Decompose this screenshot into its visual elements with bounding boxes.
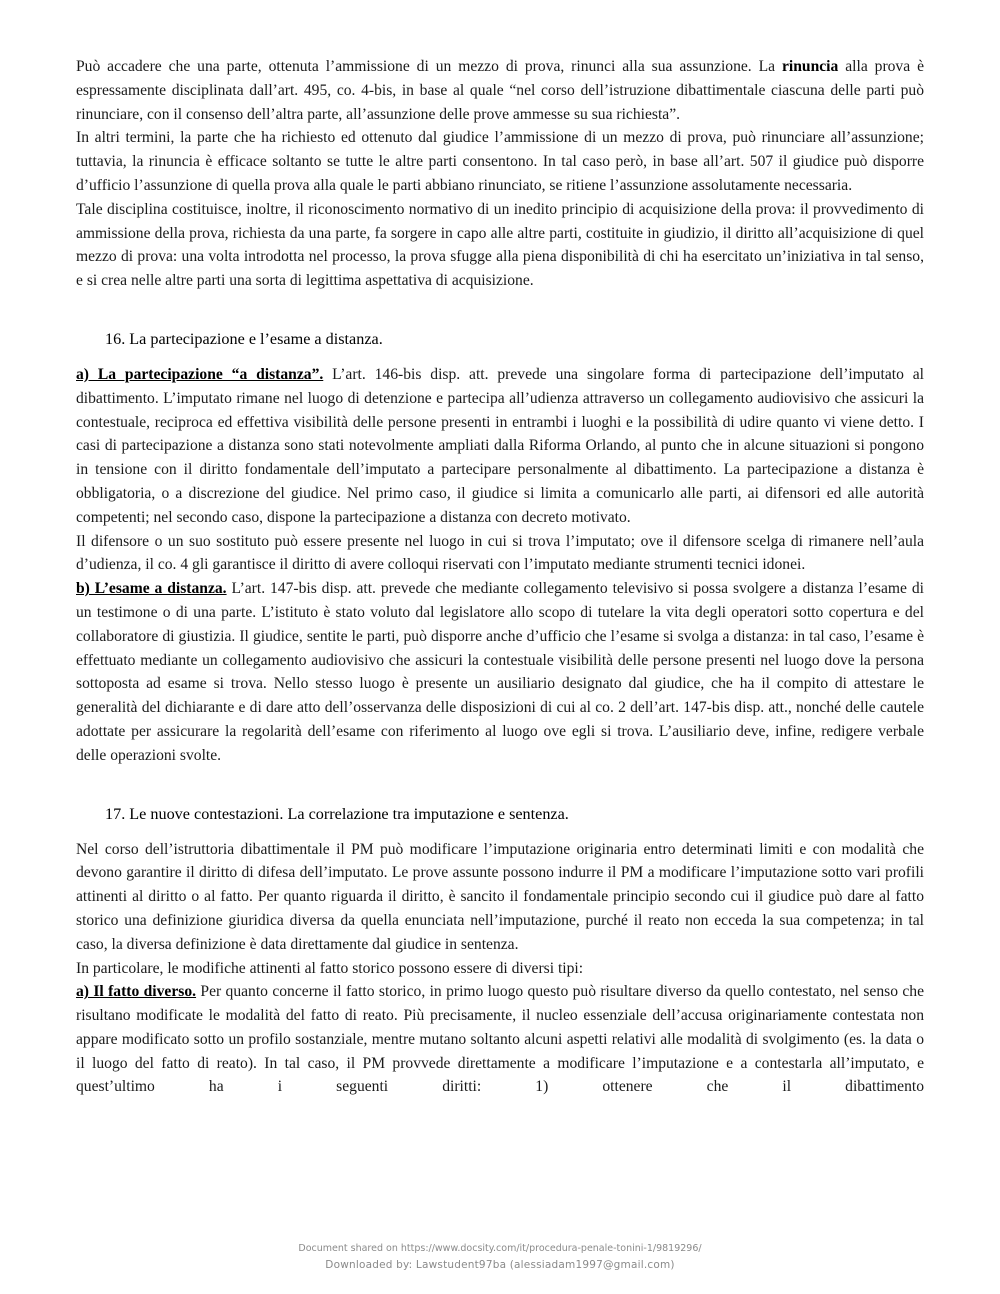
section-heading-16: 16. La partecipazione e l’esame a distanza.: [105, 329, 383, 348]
paragraph-esame-distanza: [76, 577, 924, 767]
subsection-label-b: b) L’esame a distanza.: [76, 580, 227, 598]
footer-shared-link: Document shared on https://www.docsity.com/it/procedura-penale-tonini-1/9819296/: [298, 1243, 702, 1254]
paragraph-text: L’art. 147-bis disp. att. prevede che mediante collegamento televisivo si possa svolgere a distanza l’esame di un testimone o di una parte. L’istituto è stato voluto dal legislatore allo scopo di tutelare la vita degli operatori sotto copertura e del collaboratore di giustizia. Il giudice, sentite le parti, può disporre anche d’ufficio che l’esame si svolga a distanza: in tal caso, l’esame è effettuato mediante un collegamento audiovisivo che assicuri la contestuale visibilità delle persone presenti nel luogo dove la persona sottoposta ad esame si trova. Nello stesso luogo è presente un ausiliario designato dal giudice, che ha il compito di attestare le generalità del dichiarante e di dare atto dell’osservanza delle disposizioni di cui al co. 2 dell’art. 147-bis disp. att., nonché delle cautele adottate per assicurare la regolarità dell’esame con riferimento al luogo ove egli si trova. L’ausiliario deve, infine, redigere verbale delle operazioni svolte.: [76, 580, 924, 764]
section-heading-17: 17. Le nuove contestazioni. La correlazione tra imputazione e sentenza.: [105, 804, 569, 823]
footer-downloaded-by: Downloaded by: Lawstudent97ba (alessiadam1997@gmail.com): [325, 1259, 675, 1271]
subsection-label-a: a) La partecipazione “a distanza”.: [76, 365, 324, 383]
subsection-label-fatto-diverso: a) Il fatto diverso.: [76, 983, 197, 1001]
paragraph-fatto-diverso: [76, 980, 924, 1099]
paragraph-text: Per quanto concerne il fatto storico, in primo luogo questo può risultare diverso da quello contestato, nel senso che risultano modificate le modalità del fatto di reato. Più precisamente, il nucleo essenziale dell’accusa originariamente contestata non appare modificato sotto un profilo sostanziale, mentre mutano soltanto alcuni aspetti relativi alle modalità di svolgimento (es. la data o il luogo del fatto di reato). In tal caso, il PM provvede direttamente a modificare l’imputazione e a contestarla all’imputato, e quest’ultimo ha i seguenti diritti: 1) ottenere che il dibattimento: [76, 983, 924, 1096]
paragraph-partecipazione-distanza: [76, 363, 924, 530]
paragraph-istruttoria: Nel corso dell’istruttoria dibattimentale il PM può modificare l’imputazione originaria entro determinati limiti e con modalità che devono garantire il diritto di difesa dell’imputato. Le prove assunte possono indurre il PM a modificare l’imputazione sotto vari profili attinenti al diritto o al fatto. Per quanto riguarda il diritto, è sancito il fondamentale principio secondo cui il giudice può dare al fatto storico una definizione giuridica diversa da quella enunciata nell’imputazione, purché il reato non ecceda la sua competenza; in tal caso, la diversa definizione è data direttamente dal giudice in sentenza.: [76, 840, 924, 953]
paragraph-difensore: Il difensore o un suo sostituto può essere presente nel luogo in cui si trova l’imputato; ove il difensore scelga di rimanere nell’aula d’udienza, il co. 4 gli garantisce il diritto di avere colloqui riservati con l’imputato mediante strumenti tecnici idonei.: [76, 532, 924, 574]
paragraph-altri-termini: In altri termini, la parte che ha richiesto ed ottenuto dal giudice l’ammissione di un mezzo di prova, può rinunciare all’assunzione; tuttavia, la rinuncia è efficace soltanto se tutte le altre parti consentono. In tal caso però, in base all’art. 507 il giudice può disporre d’ufficio l’assunzione di quella prova alla quale le parti abbiano rinunciato, se ritiene l’assunzione assolutamente necessaria.: [76, 129, 924, 194]
paragraph-text: L’art. 146-bis disp. att. prevede una singolare forma di partecipazione dell’imputato al dibattimento. L’imputato rimane nel luogo di detenzione e partecipa all’udienza attraverso un collegamento audiovisivo che assicuri la contestuale, reciproca ed effettiva visibilità delle persone presenti in entrambi i luoghi e la possibilità di udire quanto vi viene detto. I casi di partecipazione a distanza sono stati notevolmente ampliati dalla Riforma Orlando, al punto che in alcune situazioni si pongono in tensione con il diritto fondamentale dell’imputato a partecipare personalmente al dibattimento. La partecipazione a distanza è obbligatoria, o a discrezione del giudice. Nel primo caso, il giudice si limita a comunicarlo alle parti, ai difensori ed alle autorità competenti; nel secondo caso, dispone la partecipazione a distanza con decreto motivato.: [76, 365, 924, 526]
paragraph-disciplina: Tale disciplina costituisce, inoltre, il riconoscimento normativo di un inedito principio di acquisizione della prova: il provvedimento di ammissione della prova, richiesta da una parte, fa sorgere in capo alle altre parti, costituite in giudizio, il diritto all’acquisizione di quel mezzo di prova: una volta introdotta nel processo, la prova sfugge alla piena disponibilità di chi ha esercitato un’iniziativa in tal senso, e si crea nelle altre parti una sorta di legittima aspettativa di acquisizione.: [76, 200, 924, 290]
bold-term-rinuncia: rinuncia: [781, 58, 839, 75]
paragraph-text: alla prova è espressamente disciplinata dall’art. 495, co. 4-bis, in base al quale “nel corso dell’istruzione dibattimentale ciascuna delle parti può rinunciare, con il consenso dell’altra parte, all’assunzione delle prove ammesse su sua richiesta”.: [76, 58, 924, 123]
document-page: [76, 55, 924, 1099]
paragraph-rinuncia: [76, 55, 924, 126]
paragraph-text: Può accadere che una parte, ottenuta l’ammissione di un mezzo di prova, rinunci alla sua assunzione. La: [76, 58, 782, 75]
paragraph-modifiche: In particolare, le modifiche attinenti al fatto storico possono essere di diversi tipi:: [76, 959, 584, 977]
